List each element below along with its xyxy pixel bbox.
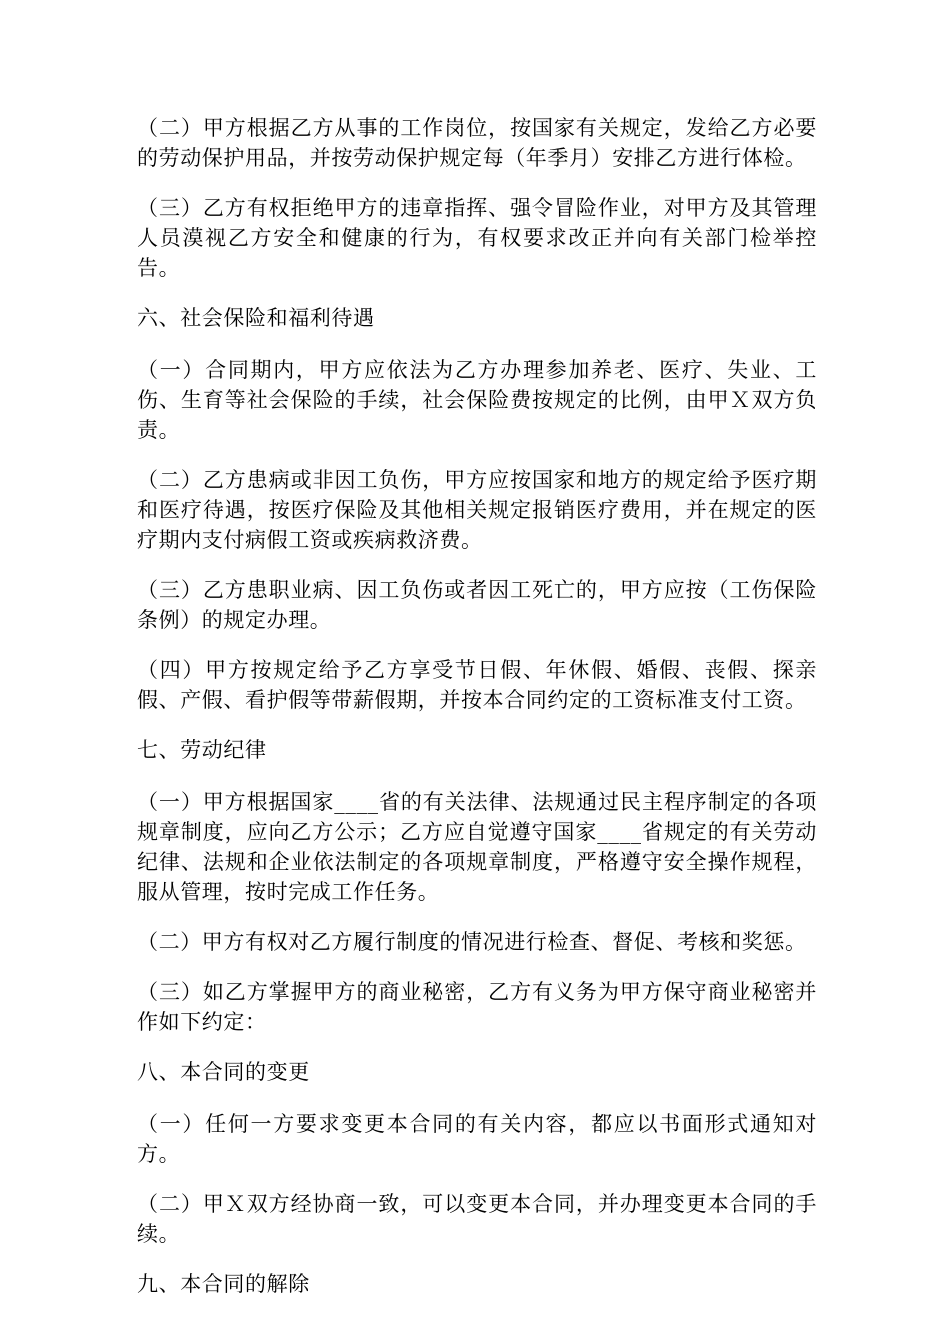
paragraph-occupational-injury: （三）乙方患职业病、因工负伤或者因工死亡的，甲方应按（工伤保险条例）的规定办理。: [137, 578, 817, 632]
paragraph-sick-leave: （二）乙方患病或非因工负伤，甲方应按国家和地方的规定给予医疗期和医疗待遇，按医疗保险及其他相关规定报销医疗费用，并在规定的医疗期内支付病假工资或疾病救济费。: [137, 468, 817, 552]
paragraph-mutual-agreement: （二）甲Ｘ双方经协商一致，可以变更本合同，并办理变更本合同的手续。: [137, 1192, 817, 1246]
paragraph-inspection-rights: （二）甲方有权对乙方履行制度的情况进行检查、督促、考核和奖惩。: [137, 930, 807, 954]
document-page: [137, 113, 817, 1321]
paragraph-trade-secrets: （三）如乙方掌握甲方的商业秘密，乙方有义务为甲方保守商业秘密并作如下约定：: [137, 980, 817, 1034]
section-heading-social-insurance: 六、社会保险和福利待遇: [137, 306, 375, 330]
paragraph-labor-protection-supplies: （二）甲方根据乙方从事的工作岗位，按国家有关规定，发给乙方必要的劳动保护用品，并按劳动保护规定每（年季月）安排乙方进行体检。: [137, 116, 817, 170]
section-heading-contract-termination: 九、本合同的解除: [137, 1272, 310, 1296]
paragraph-written-notice: （一）任何一方要求变更本合同的有关内容，都应以书面形式通知对方。: [137, 1112, 817, 1166]
paragraph-social-insurance: （一）合同期内，甲方应依法为乙方办理参加养老、医疗、失业、工伤、生育等社会保险的手续，社会保险费按规定的比例，由甲Ｘ双方负责。: [137, 358, 817, 442]
paragraph-right-to-refuse: （三）乙方有权拒绝甲方的违章指挥、强令冒险作业，对甲方及其管理人员漠视乙方安全和健康的行为，有权要求改正并向有关部门检举控告。: [137, 196, 817, 280]
section-heading-labor-discipline: 七、劳动纪律: [137, 738, 267, 762]
paragraph-paid-leave: （四）甲方按规定给予乙方享受节日假、年休假、婚假、丧假、探亲假、产假、看护假等带薪假期，并按本合同约定的工资标准支付工资。: [137, 658, 817, 712]
section-heading-contract-change: 八、本合同的变更: [137, 1060, 310, 1084]
paragraph-rules-and-regulations: （一）甲方根据国家____省的有关法律、法规通过民主程序制定的各项规章制度，应向乙方公示；乙方应自觉遵守国家____省规定的有关劳动纪律、法规和企业依法制定的各项规章制度，严格遵守安全操作规程，服从管理，按时完成工作任务。: [137, 790, 817, 904]
